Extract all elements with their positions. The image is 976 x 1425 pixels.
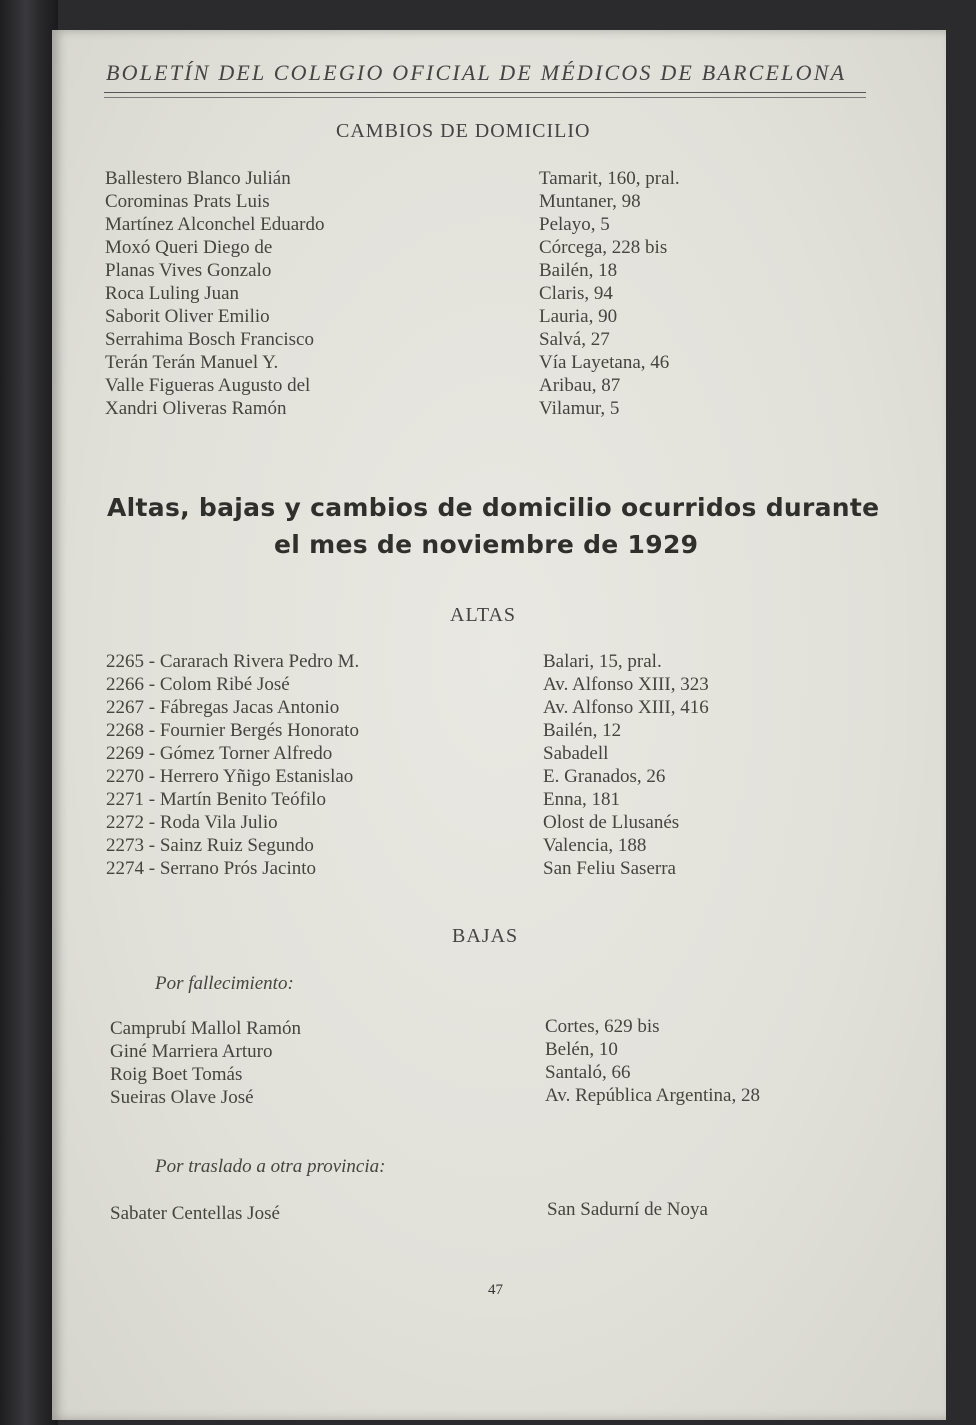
member-address: Av. Alfonso XIII, 416	[543, 697, 709, 718]
main-heading-line1: Altas, bajas y cambios de domicilio ocurridos durante	[107, 493, 880, 522]
member-address: Santaló, 66	[545, 1062, 631, 1083]
member-name: Saborit Oliver Emilio	[105, 306, 270, 327]
member-address: Lauria, 90	[539, 306, 618, 327]
traslado-label: Por traslado a otra provincia:	[155, 1156, 386, 1177]
member-address: Tamarit, 160, pral.	[539, 168, 680, 189]
member-name: 2274 - Serrano Prós Jacinto	[106, 858, 317, 879]
fallecimiento-address-column	[545, 1015, 760, 1107]
fallecimiento-names-column	[110, 1017, 301, 1109]
member-address: Cortes, 629 bis	[545, 1016, 660, 1037]
main-heading-line2: el mes de noviembre de 1929	[274, 530, 699, 559]
member-address: Córcega, 228 bis	[539, 237, 668, 258]
member-address: Aribau, 87	[539, 375, 621, 396]
member-address: Belén, 10	[545, 1039, 618, 1060]
page-number: 47	[488, 1282, 503, 1298]
member-name: Terán Terán Manuel Y.	[105, 352, 279, 373]
member-address: E. Granados, 26	[543, 766, 666, 787]
member-address: Enna, 181	[543, 789, 621, 810]
member-name: Sabater Centellas José	[110, 1203, 280, 1224]
member-address: Av. Alfonso XIII, 323	[543, 674, 709, 695]
header-rule-secondary	[104, 97, 866, 98]
traslado-address-column	[547, 1198, 708, 1221]
member-name: 2272 - Roda Vila Julio	[106, 812, 278, 833]
member-name: Serrahima Bosch Francisco	[105, 329, 314, 350]
member-name: Giné Marriera Arturo	[110, 1041, 273, 1062]
member-address: Vilamur, 5	[539, 398, 620, 419]
journal-header: BOLETÍN DEL COLEGIO OFICIAL DE MÉDICOS DE BARCELONA	[106, 60, 847, 85]
member-address: Salvá, 27	[539, 329, 610, 350]
book-binding	[0, 0, 58, 1425]
member-name: Moxó Queri Diego de	[105, 237, 273, 258]
member-name: 2265 - Cararach Rivera Pedro M.	[106, 651, 360, 672]
member-name: 2266 - Colom Ribé José	[106, 674, 290, 695]
member-address: Olost de Llusanés	[543, 812, 680, 833]
member-address: Muntaner, 98	[539, 191, 641, 212]
member-address: Balari, 15, pral.	[543, 651, 662, 672]
header-rule	[104, 92, 866, 93]
member-address: Av. República Argentina, 28	[545, 1085, 760, 1106]
member-name: 2273 - Sainz Ruiz Segundo	[106, 835, 314, 856]
member-name: 2271 - Martín Benito Teófilo	[106, 789, 326, 810]
member-address: Bailén, 18	[539, 260, 618, 281]
member-name: 2268 - Fournier Bergés Honorato	[106, 720, 359, 741]
member-name: Planas Vives Gonzalo	[105, 260, 272, 281]
member-address: Vía Layetana, 46	[539, 352, 670, 373]
altas-title: ALTAS	[450, 604, 517, 626]
cambios-address-column	[539, 167, 680, 420]
altas-address-column	[543, 650, 709, 880]
cambios-title: CAMBIOS DE DOMICILIO	[336, 120, 591, 142]
member-name: Martínez Alconchel Eduardo	[105, 214, 325, 235]
member-name: Xandri Oliveras Ramón	[105, 398, 287, 419]
document-page	[52, 30, 946, 1420]
member-address: Bailén, 12	[543, 720, 622, 741]
member-name: 2267 - Fábregas Jacas Antonio	[106, 697, 340, 718]
member-name: Camprubí Mallol Ramón	[110, 1018, 302, 1039]
member-name: Roca Luling Juan	[105, 283, 240, 304]
cambios-names-column	[105, 167, 324, 420]
member-name: Corominas Prats Luis	[105, 191, 270, 212]
member-name: 2269 - Gómez Torner Alfredo	[106, 743, 333, 764]
member-name: 2270 - Herrero Yñigo Estanislao	[106, 766, 354, 787]
traslado-names-column	[110, 1202, 280, 1225]
member-address: San Sadurní de Noya	[547, 1199, 708, 1220]
member-address: Pelayo, 5	[539, 214, 610, 235]
member-address: Valencia, 188	[543, 835, 647, 856]
member-address: Sabadell	[543, 743, 609, 764]
altas-names-column	[106, 650, 359, 880]
member-address: San Feliu Saserra	[543, 858, 676, 879]
bajas-title: BAJAS	[452, 925, 519, 947]
member-name: Sueiras Olave José	[110, 1087, 254, 1108]
member-name: Ballestero Blanco Julián	[105, 168, 291, 189]
member-name: Roig Boet Tomás	[110, 1064, 243, 1085]
member-name: Valle Figueras Augusto del	[105, 375, 311, 396]
member-address: Claris, 94	[539, 283, 613, 304]
fallecimiento-label: Por fallecimiento:	[155, 973, 294, 994]
